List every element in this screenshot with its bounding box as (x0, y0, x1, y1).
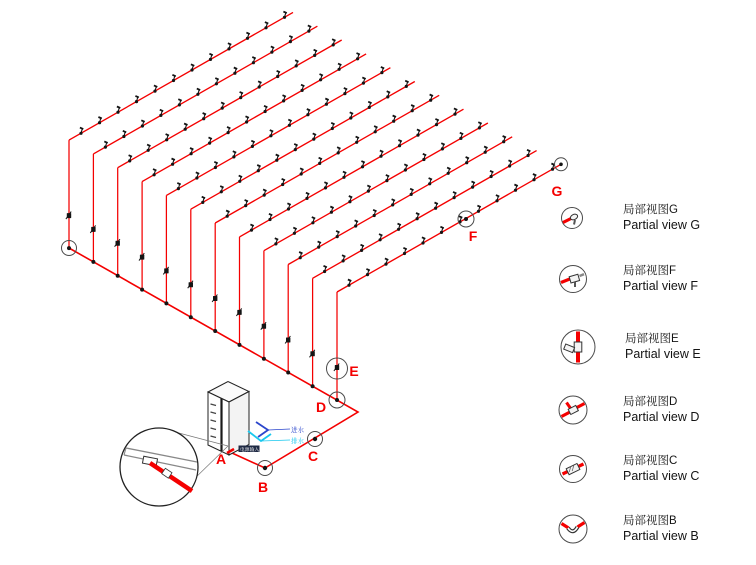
legend-label-en: Partial view F (623, 279, 699, 293)
legend-row-g (562, 203, 701, 232)
legend-row-b (559, 514, 699, 543)
pipe-row (212, 95, 439, 334)
legend-label-zh: 局部视图C (623, 455, 678, 467)
legend-label-en: Partial view B (623, 529, 699, 543)
fitting-icon-d (562, 403, 585, 417)
callout-letter-b: B (257, 479, 269, 495)
legend-row-f (560, 264, 699, 293)
legend-row-c (560, 454, 700, 483)
callout-letter-a: A (215, 451, 227, 467)
pump-power-label: 电源输入 (240, 447, 260, 453)
callout-letter-d: D (315, 399, 327, 415)
pipe-row (236, 108, 463, 347)
pump-unit (208, 382, 305, 456)
callout-letter-c: C (307, 448, 319, 464)
legend-row-e (561, 330, 701, 364)
legend-label-en: Partial view C (623, 469, 700, 483)
fitting-icon-c (563, 463, 584, 474)
pump-side-face (229, 392, 249, 456)
drain-label: 排水 (291, 438, 304, 445)
legend-label-en: Partial view E (625, 347, 701, 361)
legend-label-zh: 局部视图F (623, 265, 677, 277)
fitting-icon-f (561, 274, 584, 287)
legend-label-zh: 局部视图G (623, 204, 678, 216)
pipe-row (139, 53, 366, 292)
legend-row-d (559, 395, 699, 424)
fitting-icon-b (562, 523, 585, 532)
fitting-icon-e (564, 332, 582, 363)
pipe-row (310, 150, 537, 389)
callout-letter-f: F (468, 228, 478, 244)
pipe-row (115, 39, 342, 278)
fitting-icon-g (563, 213, 579, 224)
pipe-row (66, 12, 293, 251)
pipe-row (163, 67, 390, 306)
pipe-row (261, 122, 488, 361)
pump-drain-hose (248, 431, 290, 441)
inlet-label: 进水 (291, 427, 304, 434)
legend-label-en: Partial view G (623, 218, 701, 232)
legend (559, 203, 701, 543)
legend-label-zh: 局部视图E (625, 333, 679, 345)
pump-inlet-hose (256, 422, 290, 437)
legend-label-zh: 局部视图D (623, 396, 678, 408)
pipe-network (66, 12, 561, 468)
callout-letter-g: G (551, 183, 563, 199)
pipe-row (334, 164, 561, 403)
legend-label-en: Partial view D (623, 410, 700, 424)
pipe-row (188, 81, 415, 320)
legend-label-zh: 局部视图B (623, 515, 677, 527)
pipe-row (90, 25, 317, 264)
pipe-row (285, 136, 512, 375)
callout-letter-e: E (349, 363, 359, 379)
